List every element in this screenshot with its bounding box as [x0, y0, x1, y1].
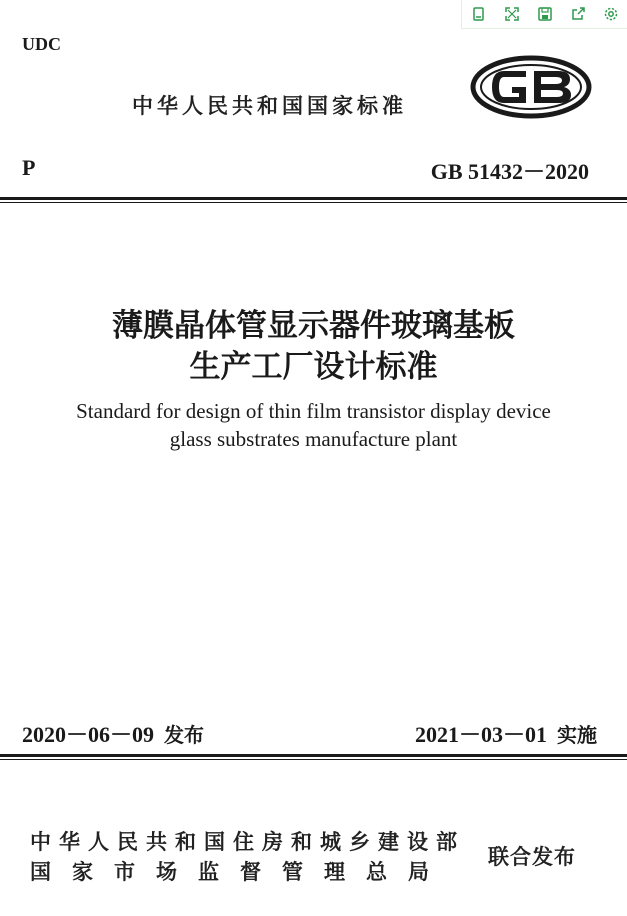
issue-label: 发布 — [164, 723, 205, 747]
udc-label: UDC — [22, 34, 61, 54]
fullscreen-icon[interactable] — [501, 3, 523, 25]
effective-date-block — [415, 718, 597, 749]
standard-number: GB 51432－2020 — [430, 159, 589, 184]
copy-icon[interactable] — [468, 3, 490, 25]
top-divider-thin — [0, 202, 627, 203]
bottom-divider-thin — [0, 759, 627, 760]
title-en-line2: glass substrates manufacture plant — [169, 427, 458, 451]
title-cn-line1: 薄膜晶体管显示器件玻璃基板 — [112, 308, 515, 344]
issuer-line2: 国家市场监督管理总局 — [30, 860, 450, 884]
share-icon[interactable] — [567, 3, 589, 25]
title-en-line1: Standard for design of thin film transistor display device — [76, 399, 551, 423]
viewer-toolbar — [461, 0, 627, 29]
category-code: P — [22, 155, 36, 180]
bottom-divider — [0, 754, 627, 757]
top-divider — [0, 197, 627, 200]
issue-date-block — [22, 718, 204, 749]
settings-icon[interactable] — [600, 3, 622, 25]
save-icon[interactable] — [534, 3, 556, 25]
issuer-line1: 中华人民共和国住房和城乡建设部 — [30, 830, 465, 854]
effective-date: 2021－03－01 — [414, 722, 547, 747]
joint-issue-label: 联合发布 — [488, 845, 576, 869]
effective-label: 实施 — [557, 723, 597, 747]
title-cn-line2: 生产工厂设计标准 — [189, 349, 438, 385]
issue-date: 2020－06－09 — [22, 722, 155, 747]
gb-logo — [470, 55, 592, 119]
organization-title: 中华人民共和国国家标准 — [132, 94, 407, 118]
